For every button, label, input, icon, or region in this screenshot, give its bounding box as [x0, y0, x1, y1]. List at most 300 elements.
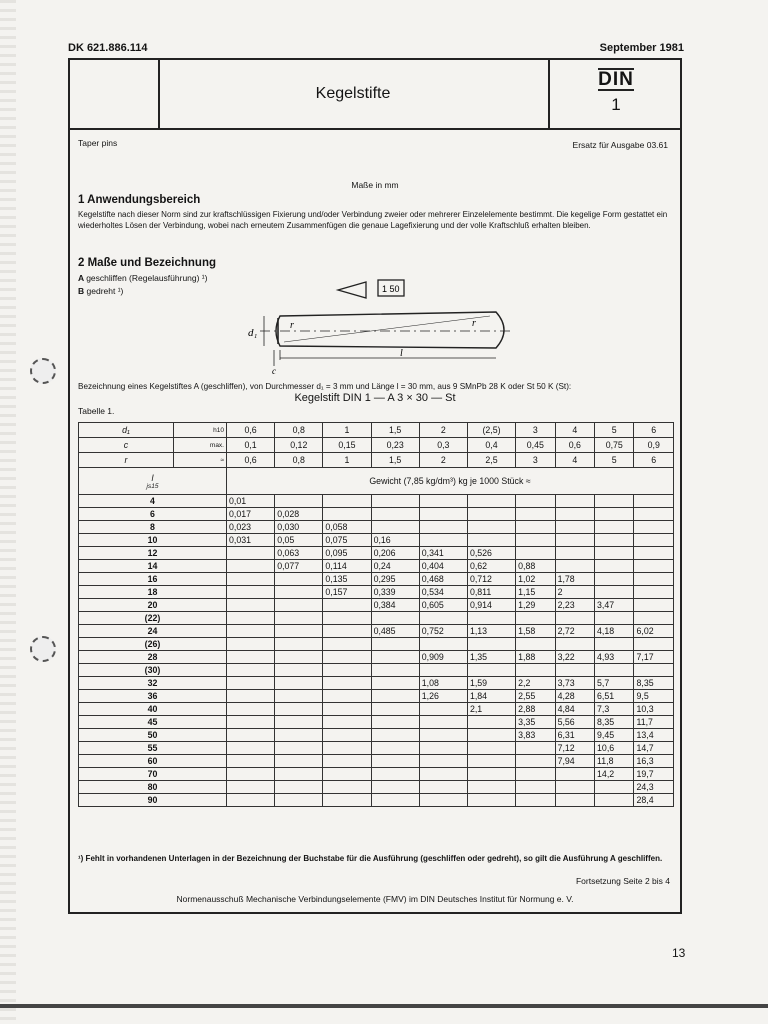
header-cell: 0,4	[467, 438, 515, 453]
weight-cell	[516, 534, 555, 547]
weight-cell: 1,88	[516, 651, 555, 664]
length-cell: 6	[79, 508, 227, 521]
weight-cell	[275, 755, 323, 768]
weight-cell	[634, 495, 674, 508]
weight-cell	[595, 794, 634, 807]
weight-cell: 1,26	[419, 690, 467, 703]
length-cell: (26)	[79, 638, 227, 651]
weight-cell	[595, 612, 634, 625]
weight-cell: 0,295	[371, 573, 419, 586]
weight-cell: 0,077	[275, 560, 323, 573]
weight-cell	[595, 638, 634, 651]
weight-cell	[419, 742, 467, 755]
weight-cell: 1,59	[467, 677, 515, 690]
header-cell: 1,5	[371, 423, 419, 438]
table-row	[79, 794, 674, 807]
weight-cell: 0,404	[419, 560, 467, 573]
pin-diagonal-line	[284, 316, 490, 342]
weight-cell: 0,534	[419, 586, 467, 599]
weight-cell: 1,84	[467, 690, 515, 703]
weight-cell: 3,22	[555, 651, 594, 664]
weight-cell: 28,4	[634, 794, 674, 807]
length-cell: 90	[79, 794, 227, 807]
weight-cell: 0,341	[419, 547, 467, 560]
header-cell: 5	[595, 453, 634, 468]
weight-cell	[555, 781, 594, 794]
replacement-note: Ersatz für Ausgabe 03.61	[572, 140, 668, 150]
length-cell: 14	[79, 560, 227, 573]
length-cell: 10	[79, 534, 227, 547]
length-cell: (30)	[79, 664, 227, 677]
weight-cell	[634, 534, 674, 547]
weight-cell	[323, 742, 371, 755]
length-cell: 24	[79, 625, 227, 638]
weight-cell	[227, 651, 275, 664]
weight-cell	[371, 638, 419, 651]
weight-cell	[419, 768, 467, 781]
section2-heading: 2 Maße und Bezeichnung	[78, 257, 217, 269]
form-a-key: A	[78, 273, 84, 283]
weight-cell	[227, 599, 275, 612]
weight-cell	[227, 729, 275, 742]
weight-cell	[516, 547, 555, 560]
din-block	[550, 60, 682, 128]
header-cell: 0,12	[275, 438, 323, 453]
weight-cell	[323, 729, 371, 742]
weight-cell: 1,15	[516, 586, 555, 599]
weight-cell	[227, 781, 275, 794]
weight-cell	[555, 521, 594, 534]
section1-heading: 1 Anwendungsbereich	[78, 194, 201, 206]
weight-cell	[555, 612, 594, 625]
weight-cell	[419, 638, 467, 651]
weight-cell: 0,028	[275, 508, 323, 521]
weight-cell	[323, 716, 371, 729]
weight-cell	[227, 664, 275, 677]
weight-cell	[371, 690, 419, 703]
weight-cell: 2,88	[516, 703, 555, 716]
weight-cell	[555, 794, 594, 807]
weight-cell: 0,063	[275, 547, 323, 560]
weight-cell	[371, 742, 419, 755]
weight-cell: 0,485	[371, 625, 419, 638]
weight-cell	[467, 794, 515, 807]
document-frame	[68, 58, 682, 914]
weight-cell	[419, 508, 467, 521]
weight-cell	[227, 794, 275, 807]
weight-cell: 3,35	[516, 716, 555, 729]
weight-cell	[467, 612, 515, 625]
title-block-left	[70, 60, 160, 128]
weight-cell	[371, 768, 419, 781]
weight-cell: 0,811	[467, 586, 515, 599]
weight-cell: 0,468	[419, 573, 467, 586]
designation-example: Kegelstift DIN 1 — A 3 × 30 — St	[294, 392, 456, 404]
weight-cell	[323, 690, 371, 703]
weight-cell	[634, 638, 674, 651]
table-header-row	[79, 453, 674, 468]
header-cell: 3	[516, 453, 555, 468]
weight-cell	[371, 651, 419, 664]
weight-cell	[323, 768, 371, 781]
weight-cell: 10,3	[634, 703, 674, 716]
table-header-row	[79, 423, 674, 438]
header-cell: 0,1	[227, 438, 275, 453]
length-cell: 55	[79, 742, 227, 755]
weight-cell	[634, 664, 674, 677]
weight-cell	[467, 508, 515, 521]
weight-cell: 2,23	[555, 599, 594, 612]
weight-cell	[371, 716, 419, 729]
weight-cell	[419, 755, 467, 768]
table-row	[79, 677, 674, 690]
header-cell: 4	[555, 423, 594, 438]
weight-cell: 3,73	[555, 677, 594, 690]
weight-cell: 2,2	[516, 677, 555, 690]
weight-cell	[419, 703, 467, 716]
weight-cell	[275, 690, 323, 703]
table-row	[79, 625, 674, 638]
table-row	[79, 716, 674, 729]
weight-cell: 13,4	[634, 729, 674, 742]
weight-cell	[275, 664, 323, 677]
weight-cell	[275, 495, 323, 508]
footnote: ¹) Fehlt in vorhandenen Unterlagen in der Bezeichnung der Buchstabe für die Ausführung (geschliffen oder gedreht), so gilt die Ausführung A geschliffen.	[78, 854, 663, 863]
weight-cell: 7,3	[595, 703, 634, 716]
weight-cell	[516, 781, 555, 794]
form-a-text: geschliffen (Regelausführung) ¹)	[86, 273, 208, 283]
weight-cell	[467, 755, 515, 768]
weight-cell: 0,526	[467, 547, 515, 560]
document-title: Kegelstifte	[158, 60, 550, 128]
weight-cell	[634, 560, 674, 573]
weight-cell: 14,2	[595, 768, 634, 781]
taper-pin-drawing	[220, 276, 530, 376]
weight-cell: 7,94	[555, 755, 594, 768]
header-cell: 0,6	[227, 423, 275, 438]
weight-cell	[419, 534, 467, 547]
weight-cell	[275, 599, 323, 612]
weight-cell	[323, 781, 371, 794]
weight-cell	[275, 612, 323, 625]
table-row	[79, 495, 674, 508]
weight-cell	[275, 729, 323, 742]
designation-description: Bezeichnung eines Kegelstiftes A (geschliffen), von Durchmesser d₁ = 3 mm und Länge l = 30 mm, aus 9 SMnPb 28 K oder St 50 K (St):	[78, 382, 572, 391]
weight-cell	[227, 703, 275, 716]
weight-cell	[323, 599, 371, 612]
weight-cell: 4,93	[595, 651, 634, 664]
weight-cell	[227, 612, 275, 625]
weight-cell	[275, 586, 323, 599]
weight-cell	[595, 586, 634, 599]
header-sub: ≈	[174, 453, 227, 468]
length-sub: js15	[146, 482, 159, 490]
length-cell: 20	[79, 599, 227, 612]
weight-cell	[467, 716, 515, 729]
dimensions-table	[78, 422, 674, 807]
header-cell: 0,9	[634, 438, 674, 453]
header-cell: 4	[555, 453, 594, 468]
weight-cell	[227, 625, 275, 638]
length-cell: 60	[79, 755, 227, 768]
weight-cell: 4,28	[555, 690, 594, 703]
weight-cell	[516, 495, 555, 508]
weight-cell: 2	[555, 586, 594, 599]
weight-cell: 3,83	[516, 729, 555, 742]
weight-cell	[323, 625, 371, 638]
weight-cell	[323, 612, 371, 625]
weight-cell	[467, 742, 515, 755]
weight-cell	[516, 508, 555, 521]
form-b-key: B	[78, 286, 85, 296]
table-row	[79, 573, 674, 586]
header-cell: 0,15	[323, 438, 371, 453]
weight-cell	[371, 755, 419, 768]
table-row	[79, 534, 674, 547]
weight-cell: 2,55	[516, 690, 555, 703]
table-row	[79, 560, 674, 573]
punch-hole	[30, 636, 56, 662]
weight-cell	[227, 716, 275, 729]
l-label: l	[400, 348, 403, 359]
weight-cell: 1,58	[516, 625, 555, 638]
weight-cell: 14,7	[634, 742, 674, 755]
weight-cell	[516, 612, 555, 625]
din-number: 1	[611, 95, 621, 114]
weight-cell	[467, 638, 515, 651]
taper-symbol	[338, 282, 366, 298]
weight-cell	[467, 768, 515, 781]
header-cell: 3	[516, 423, 555, 438]
weight-cell	[555, 638, 594, 651]
weight-cell	[227, 560, 275, 573]
weight-cell: 19,7	[634, 768, 674, 781]
weight-cell: 0,339	[371, 586, 419, 599]
header-sub: max.	[174, 438, 227, 453]
weight-cell: 0,030	[275, 521, 323, 534]
weight-cell	[371, 612, 419, 625]
weight-cell: 9,45	[595, 729, 634, 742]
weight-cell: 4,18	[595, 625, 634, 638]
weight-cell	[516, 742, 555, 755]
length-cell: 36	[79, 690, 227, 703]
header-cell: 0,45	[516, 438, 555, 453]
weight-cell: 0,095	[323, 547, 371, 560]
header-cell: 0,6	[227, 453, 275, 468]
weight-cell	[595, 521, 634, 534]
table-row	[79, 612, 674, 625]
form-b	[78, 286, 123, 296]
weight-cell: 0,023	[227, 521, 275, 534]
weight-cell: 0,058	[323, 521, 371, 534]
weight-cell	[227, 638, 275, 651]
section1-text: Kegelstifte nach dieser Norm sind zur kraftschlüssigen Fixierung und/oder Verbindung zweier oder mehrerer Einzelelemente bestimmt. Die kegelige Form gestattet ein wiederholtes Lösen der Verbindung, wobei nach erneutem Zusammenfügen die genaue Lagefixierung und der volle Kraftschluß erhalten bleiben.	[78, 210, 668, 230]
weight-cell	[555, 534, 594, 547]
weight-cell	[516, 755, 555, 768]
weight-cell	[634, 521, 674, 534]
table-row	[79, 586, 674, 599]
length-cell: 18	[79, 586, 227, 599]
length-label-cell	[79, 468, 227, 495]
weight-cell	[371, 729, 419, 742]
weight-cell: 0,752	[419, 625, 467, 638]
header-label: r	[79, 453, 174, 468]
weight-cell	[275, 742, 323, 755]
weight-cell	[516, 521, 555, 534]
weight-cell: 0,01	[227, 495, 275, 508]
weight-cell: 0,24	[371, 560, 419, 573]
weight-cell	[227, 690, 275, 703]
weight-cell	[419, 716, 467, 729]
weight-cell: 0,206	[371, 547, 419, 560]
scan-edge	[0, 0, 16, 1024]
weight-cell: 11,8	[595, 755, 634, 768]
weight-cell	[323, 794, 371, 807]
weight-cell	[634, 599, 674, 612]
weight-cell	[555, 495, 594, 508]
weight-cell	[323, 703, 371, 716]
weight-cell	[634, 508, 674, 521]
weight-cell	[227, 755, 275, 768]
weight-cell	[467, 781, 515, 794]
length-cell: 16	[79, 573, 227, 586]
weight-cell	[371, 794, 419, 807]
weight-cell: 1,35	[467, 651, 515, 664]
length-cell: 80	[79, 781, 227, 794]
weight-cell: 1,08	[419, 677, 467, 690]
weight-cell: 7,12	[555, 742, 594, 755]
table-row	[79, 521, 674, 534]
weight-cell	[555, 547, 594, 560]
weight-cell	[323, 755, 371, 768]
length-cell: 8	[79, 521, 227, 534]
header-cell: 6	[634, 423, 674, 438]
header-sub: h10	[174, 423, 227, 438]
weight-cell: 0,16	[371, 534, 419, 547]
header-cell: 2	[419, 453, 467, 468]
weight-cell	[595, 547, 634, 560]
weight-cell	[595, 508, 634, 521]
weight-cell: 0,017	[227, 508, 275, 521]
weight-cell: 0,157	[323, 586, 371, 599]
table-row	[79, 768, 674, 781]
length-cell: 28	[79, 651, 227, 664]
header-label: c	[79, 438, 174, 453]
dk-number: DK 621.886.114	[68, 42, 148, 54]
form-b-text: gedreht ¹)	[86, 286, 124, 296]
weight-cell	[227, 573, 275, 586]
weight-cell	[419, 664, 467, 677]
weight-cell	[275, 794, 323, 807]
units-note: Maße in mm	[351, 180, 399, 190]
weight-cell: 1,13	[467, 625, 515, 638]
weight-cell: 0,135	[323, 573, 371, 586]
form-a	[78, 273, 207, 283]
header-cell: 2	[419, 423, 467, 438]
length-cell: 50	[79, 729, 227, 742]
r-label-right: r	[472, 318, 476, 329]
table-row	[79, 508, 674, 521]
length-cell: 45	[79, 716, 227, 729]
page-number: 13	[672, 946, 686, 960]
table-row	[79, 599, 674, 612]
weight-cell	[634, 612, 674, 625]
weight-cell	[555, 560, 594, 573]
table-row	[79, 755, 674, 768]
header-cell: (2,5)	[467, 423, 515, 438]
weight-cell: 6,51	[595, 690, 634, 703]
length-cell: 4	[79, 495, 227, 508]
weight-cell	[595, 560, 634, 573]
weight-cell: 9,5	[634, 690, 674, 703]
weight-cell: 2,72	[555, 625, 594, 638]
table-label: Tabelle 1.	[78, 406, 115, 416]
continuation-note: Fortsetzung Seite 2 bis 4	[575, 876, 670, 886]
d1-label: d₁	[248, 327, 258, 339]
weight-cell	[275, 703, 323, 716]
header-cell: 0,8	[275, 453, 323, 468]
weight-cell: 24,3	[634, 781, 674, 794]
c-label: c	[272, 366, 276, 376]
weight-cell	[275, 716, 323, 729]
weight-cell: 6,02	[634, 625, 674, 638]
weight-cell: 0,05	[275, 534, 323, 547]
weight-cell: 0,384	[371, 599, 419, 612]
weight-caption-row	[79, 468, 674, 495]
weight-cell	[419, 729, 467, 742]
table-row	[79, 651, 674, 664]
weight-cell: 2,1	[467, 703, 515, 716]
weight-cell	[467, 495, 515, 508]
weight-cell	[371, 664, 419, 677]
weight-cell	[555, 508, 594, 521]
table-row	[79, 547, 674, 560]
header-label: d₁	[79, 423, 174, 438]
weight-cell: 10,6	[595, 742, 634, 755]
weight-cell: 16,3	[634, 755, 674, 768]
weight-cell	[275, 677, 323, 690]
header-cell: 1,5	[371, 453, 419, 468]
weight-cell	[323, 495, 371, 508]
weight-cell	[371, 781, 419, 794]
weight-cell	[555, 664, 594, 677]
scan-bottom-rule	[0, 1004, 768, 1008]
weight-cell	[516, 638, 555, 651]
english-title: Taper pins	[78, 138, 118, 148]
weight-cell: 5,56	[555, 716, 594, 729]
table-row	[79, 664, 674, 677]
weight-cell: 0,88	[516, 560, 555, 573]
header-cell: 0,75	[595, 438, 634, 453]
weight-cell	[419, 612, 467, 625]
taper-label: 1 50	[382, 284, 400, 294]
weight-caption: Gewicht (7,85 kg/dm³) kg je 1000 Stück ≈	[227, 468, 674, 495]
punch-hole	[30, 358, 56, 384]
weight-cell	[595, 534, 634, 547]
header-cell: 0,6	[555, 438, 594, 453]
issue-date: September 1981	[599, 42, 684, 54]
weight-cell	[516, 768, 555, 781]
weight-cell: 4,84	[555, 703, 594, 716]
weight-cell	[467, 664, 515, 677]
weight-cell	[275, 651, 323, 664]
weight-cell: 1,78	[555, 573, 594, 586]
weight-cell	[323, 664, 371, 677]
table-row	[79, 742, 674, 755]
length-cell: 32	[79, 677, 227, 690]
weight-cell	[467, 521, 515, 534]
length-cell: (22)	[79, 612, 227, 625]
